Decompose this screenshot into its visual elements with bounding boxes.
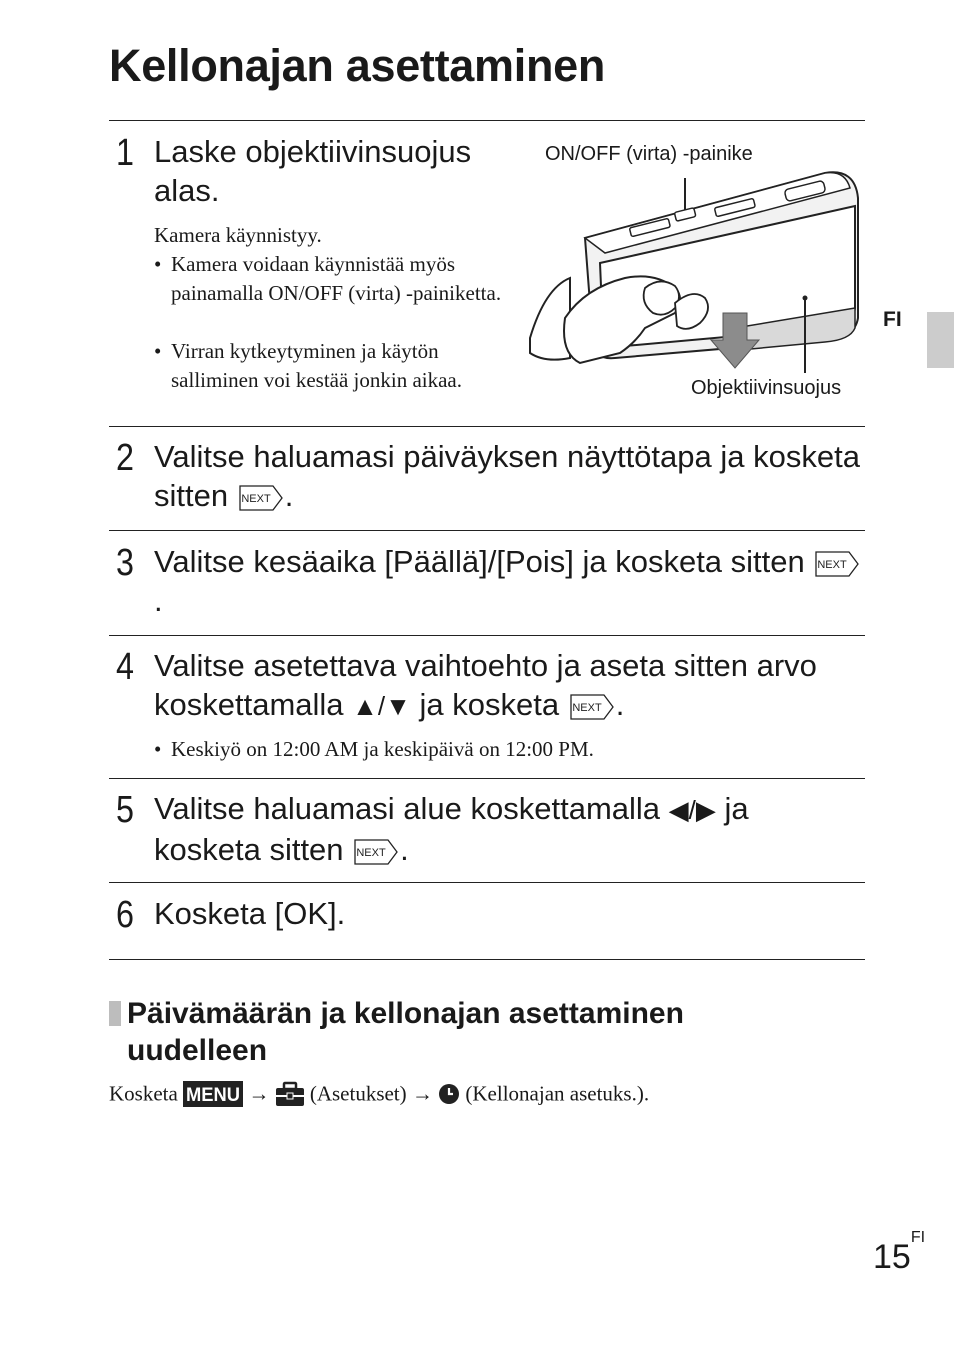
step-2-text-end: . (284, 478, 294, 513)
menu-icon (183, 1081, 243, 1107)
divider (109, 426, 865, 427)
menu-prefix: Kosketa (109, 1081, 178, 1106)
lens-cover-label: Objektiivinsuojus (691, 377, 842, 399)
step-5-text (154, 789, 864, 869)
toolbox-icon (275, 1081, 305, 1107)
page-title: Kellonajan asettaminen (109, 40, 606, 91)
step-1-bullet-2 (154, 337, 514, 397)
svg-text:MENU: MENU (186, 1085, 241, 1107)
svg-text:NEXT: NEXT (241, 492, 271, 505)
bullet-mark: • (154, 252, 162, 276)
step-3-number: 3 (116, 542, 134, 584)
section-heading-text: Päivämäärän ja kellonajan asettaminen uudelleen (127, 997, 684, 1067)
step-5-text-end: . (400, 832, 409, 867)
bullet-mark: • (154, 339, 162, 363)
power-button-label: ON/OFF (virta) -painike (545, 143, 753, 165)
step-5-text-start: Valitse haluamasi alue koskettamalla (154, 791, 661, 826)
next-icon (570, 694, 614, 720)
step-4-bullet-1 (154, 735, 854, 765)
svg-text:NEXT: NEXT (572, 701, 602, 714)
next-icon (239, 485, 283, 511)
camera-illustration (525, 168, 865, 373)
language-tab-marker (927, 312, 954, 368)
bullet-text: Keskiyö on 12:00 AM ja keskipäivä on 12:00 PM. (171, 737, 594, 761)
divider (109, 120, 865, 121)
divider (109, 959, 865, 960)
divider (109, 530, 865, 531)
step-3-text-start: Valitse kesäaika [Päällä]/[Pois] ja kosketa sitten (154, 544, 805, 579)
clock-icon (438, 1083, 460, 1105)
settings-label: (Asetukset) (309, 1081, 407, 1106)
divider (109, 778, 865, 779)
bullet-text: Virran kytkeytyminen ja käytön salliminen voi kestää jonkin aikaa. (171, 339, 463, 392)
next-icon (815, 551, 859, 577)
step-2-text-start: Valitse haluamasi päiväyksen näyttötapa ja kosketa sitten (154, 439, 860, 513)
step-1-number: 1 (116, 132, 134, 174)
step-4-text-start: Valitse asetettava vaihtoehto ja aseta sitten arvo koskettamalla (154, 648, 817, 722)
step-2-number: 2 (116, 437, 134, 479)
step-3-text (154, 542, 864, 620)
step-1-bullet-1 (154, 250, 514, 340)
step-6-text: Kosketa [OK]. (154, 896, 346, 931)
step-4-text (154, 646, 864, 726)
step-1-heading: Laske objektiivinsuojus alas. (154, 134, 472, 208)
step-3-text-end: . (154, 583, 163, 618)
menu-instruction (109, 1080, 649, 1107)
section-marker (109, 1001, 121, 1026)
step-2-text (154, 437, 864, 515)
step-4-number: 4 (116, 646, 134, 688)
left-right-arrows-icon: ◀/▶ (668, 795, 716, 825)
step-5-text-middle: ja kosketa sitten (154, 791, 749, 867)
step-5-number: 5 (116, 789, 134, 831)
page-number-value: 15 (873, 1238, 911, 1276)
step-1-body: Kamera käynnistyy. (154, 223, 322, 247)
svg-text:NEXT: NEXT (356, 846, 386, 859)
next-icon (354, 839, 398, 865)
language-tab-label: FI (883, 308, 902, 331)
arrow-icon: → (411, 1081, 433, 1106)
svg-text:NEXT: NEXT (817, 558, 848, 571)
page-number (873, 1228, 926, 1277)
clock-settings-label: (Kellonajan asetuks.). (465, 1081, 650, 1106)
up-down-arrows-icon: ▲/▼ (352, 691, 411, 721)
bullet-text: Kamera voidaan käynnistää myös painamalla ON/OFF (virta) -painiketta. (171, 252, 502, 305)
step-4-text-middle: ja kosketa (419, 687, 560, 722)
arrow-icon: → (248, 1081, 270, 1106)
step-4-text-end: . (615, 687, 625, 722)
bullet-mark: • (154, 737, 162, 761)
page-number-suffix: FI (910, 1228, 926, 1246)
divider (109, 635, 865, 636)
step-6-number: 6 (116, 894, 134, 936)
divider (109, 882, 865, 883)
